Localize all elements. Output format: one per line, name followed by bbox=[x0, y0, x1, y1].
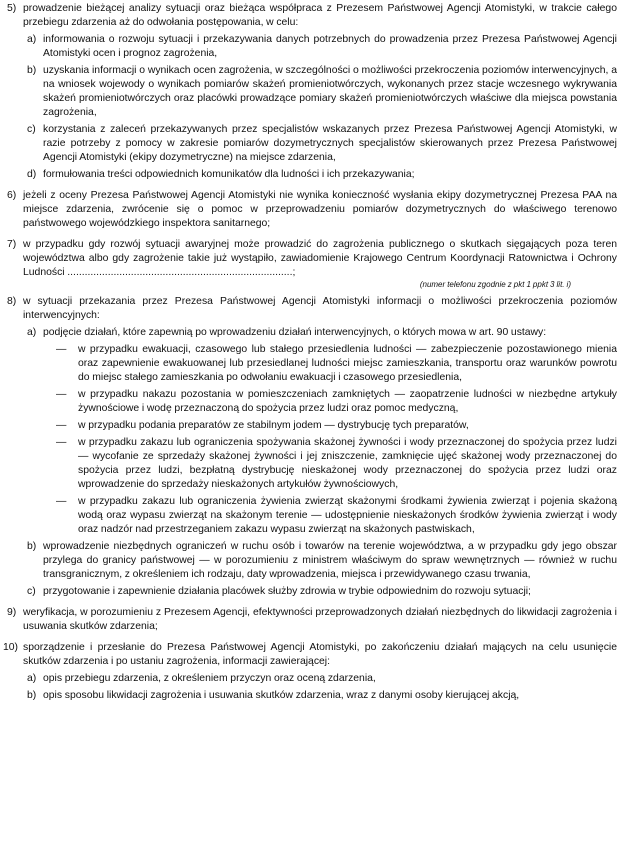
sub-item-label: b) bbox=[27, 541, 37, 552]
sub-item-label: b) bbox=[27, 65, 37, 76]
item-text: w przypadku gdy rozwój sytuacji awaryjnej może prowadzić do zagrożenia publicznego o skutkach sięgających poza teren województwa albo gdy zagrożenie takie już wystąpiło, zawiadomienie Krajowego Centrum Koordynacji Ratownictwa i Ochrony Ludności ..............................................................................; bbox=[23, 239, 617, 278]
dash-item-evacuation bbox=[43, 343, 617, 385]
sub-item-text: podjęcie działań, które zapewnią po wprowadzeniu działań interwencyjnych, o których mowa w art. 90 ustawy: bbox=[43, 327, 547, 338]
sub-item-a bbox=[23, 33, 617, 61]
sub-item-label: a) bbox=[27, 34, 37, 45]
item-number: 8) bbox=[7, 296, 17, 307]
dash-mark: — bbox=[56, 344, 67, 355]
sub-item-a bbox=[23, 326, 617, 537]
sub-item-c bbox=[23, 585, 617, 599]
sub-item-c bbox=[23, 123, 617, 165]
dash-item-shelter bbox=[43, 388, 617, 416]
sub-item-label: c) bbox=[27, 124, 36, 135]
sub-item-label: b) bbox=[27, 690, 37, 701]
sub-item-text: korzystania z zaleceń przekazywanych przez specjalistów wskazanych przez Prezesa Państwowej Agencji Atomistyki, w razie potrzeby z pomocy w zakresie pomiarów dozymetrycznych specjalistów skierowanych przez Prezesa Państwowej Agencji Atomistyki (ekipy dozymetryczne) na miejsce zdarzenia, bbox=[43, 124, 617, 163]
sub-item-text: uzyskania informacji o wynikach ocen zagrożenia, w szczególności o możliwości przekroczenia poziomów interwencyjnych, a na wniosek wojewody o wynikach pomiarów skażeń promieniotwórczych, wykonanych przez stacje wczesnego wykrywania skażeń promieniotwórczych oraz placówki prowadzące pomiary skażeń promieniotwórczych właściwe dla miejsca powstania zagrożenia, bbox=[43, 65, 617, 118]
sub-item-d bbox=[23, 168, 617, 182]
dash-mark: — bbox=[56, 496, 67, 507]
item-text: prowadzenie bieżącej analizy sytuacji oraz bieżąca współpraca z Prezesem Państwowej Agencji Atomistyki, w trakcie całego przebiegu zdarzenia aż do odwołania postępowania, w celu: bbox=[23, 3, 617, 28]
dash-item-text: w przypadku nakazu pozostania w pomieszczeniach zamkniętych — zaopatrzenie ludności w niezbędne artykuły żywnościowe i wodę przeznaczoną do spożycia przez ludzi oraz pomoc medyczną, bbox=[78, 389, 617, 414]
list-item-9 bbox=[3, 606, 617, 634]
dash-item-text: w przypadku zakazu lub ograniczenia żywienia zwierząt skażonymi środkami żywienia zwierząt i pojenia skażoną wodą oraz wypasu zwierząt na skażonym terenie — udostępnienie nieskażonych środków żywienia zwierząt i wody oraz nadzór nad przestrzeganiem zakazu wypasu zwierząt na skażonych pastwiskach, bbox=[78, 496, 617, 535]
sub-item-text: informowania o rozwoju sytuacji i przekazywania danych potrzebnych do prowadzenia przez Prezesa Państwowej Agencji Atomistyki ocen i prognoz zagrożenia, bbox=[43, 34, 617, 59]
sub-item-text: przygotowanie i zapewnienie działania placówek służby zdrowia w trybie odpowiednim do rozwoju sytuacji; bbox=[43, 586, 531, 597]
sub-item-text: formułowania treści odpowiednich komunikatów dla ludności i ich przekazywania; bbox=[43, 169, 415, 180]
list-item-5 bbox=[3, 2, 617, 182]
sub-item-label: d) bbox=[27, 169, 37, 180]
dash-item-text: w przypadku zakazu lub ograniczenia spożywania skażonej żywności i wody przeznaczonej do spożycia przez ludzi — wycofanie ze sprzedaży skażonej żywności i jej zniszczenie, zamknięcie ujęć skażonej wody przeznaczonej do spożycia przez ludzi, bezpłatną dystrybucję nieskażonej wody przeznaczonej do spożycia przez ludzi oraz wprowadzenie do sprzedaży nieskażonych artykułów żywnościowych, bbox=[78, 437, 617, 490]
dash-item-iodine bbox=[43, 419, 617, 433]
item-number: 5) bbox=[7, 3, 17, 14]
dash-mark: — bbox=[56, 420, 67, 431]
phone-number-note: (numer telefonu zgodnie z pkt 1 ppkt 3 lit. i) bbox=[419, 280, 571, 289]
item-text: sporządzenie i przesłanie do Prezesa Państwowej Agencji Atomistyki, po zakończeniu działań mających na celu usunięcie skutków zdarzenia i po ustaniu zagrożenia, informacji zawierającej: bbox=[23, 642, 617, 667]
item-number: 7) bbox=[7, 239, 17, 250]
sub-item-text: opis przebiegu zdarzenia, z określeniem przyczyn oraz oceną zdarzenia, bbox=[43, 673, 376, 684]
sub-item-label: a) bbox=[27, 673, 37, 684]
dash-item-animal-feed-ban bbox=[43, 495, 617, 537]
item-number: 6) bbox=[7, 190, 17, 201]
item-text: jeżeli z oceny Prezesa Państwowej Agencji Atomistyki nie wynika konieczność wysłania ekipy dozymetrycznej Prezesa PAA na miejsce zdarzenia, zwrócenie się o pomoc w przeprowadzeniu pomiarów dozymetrycznych do właściwego terenowo państwowego wojewódzkiego inspektora sanitarnego; bbox=[23, 190, 617, 229]
list-item-8 bbox=[3, 295, 617, 599]
item-text: w sytuacji przekazania przez Prezesa Państwowej Agencji Atomistyki informacji o możliwości przekroczenia poziomów interwencyjnych: bbox=[23, 296, 617, 321]
sub-item-label: c) bbox=[27, 586, 36, 597]
sub-item-a bbox=[23, 672, 617, 686]
item-number: 9) bbox=[7, 607, 17, 618]
sub-item-b bbox=[23, 540, 617, 582]
sub-item-b bbox=[23, 689, 617, 703]
dash-mark: — bbox=[56, 437, 67, 448]
item-number: 10) bbox=[3, 642, 19, 653]
list-item-7 bbox=[3, 238, 617, 290]
sub-item-label: a) bbox=[27, 327, 37, 338]
list-item-6 bbox=[3, 189, 617, 231]
dash-item-text: w przypadku ewakuacji, czasowego lub stałego przesiedlenia ludności — zabezpieczenie pozostawionego mienia oraz zapewnienie ewakuowanej lub przesiedlanej ludności miejsc zamieszkania, transportu oraz warunków powrotu do miejsc stałego zamieszkania po odwołaniu ewakuacji i czasowego przesiedlenia, bbox=[78, 344, 617, 383]
dash-item-text: w przypadku podania preparatów ze stabilnym jodem — dystrybucję tych preparatów, bbox=[78, 420, 469, 431]
sub-item-text: opis sposobu likwidacji zagrożenia i usuwania skutków zdarzenia, wraz z danymi osoby kierującej akcją, bbox=[43, 690, 520, 701]
dash-mark: — bbox=[56, 389, 67, 400]
item-text: weryfikacja, w porozumieniu z Prezesem Agencji, efektywności przeprowadzonych działań niezbędnych do likwidacji zagrożenia i usuwania skutków zdarzenia; bbox=[23, 607, 617, 632]
sub-item-text: wprowadzenie niezbędnych ograniczeń w ruchu osób i towarów na terenie województwa, a w przypadku gdy jego obszar przylega do granicy państwowej — w porozumieniu z ministrem właściwym do spraw wewnętrznych — również w ruchu transgranicznym, z określeniem ich rodzaju, daty wprowadzenia, miejsca i przewidywanego czasu trwania, bbox=[43, 541, 617, 580]
dash-item-food-ban bbox=[43, 436, 617, 492]
sub-item-b bbox=[23, 64, 617, 120]
list-item-10 bbox=[3, 641, 617, 703]
